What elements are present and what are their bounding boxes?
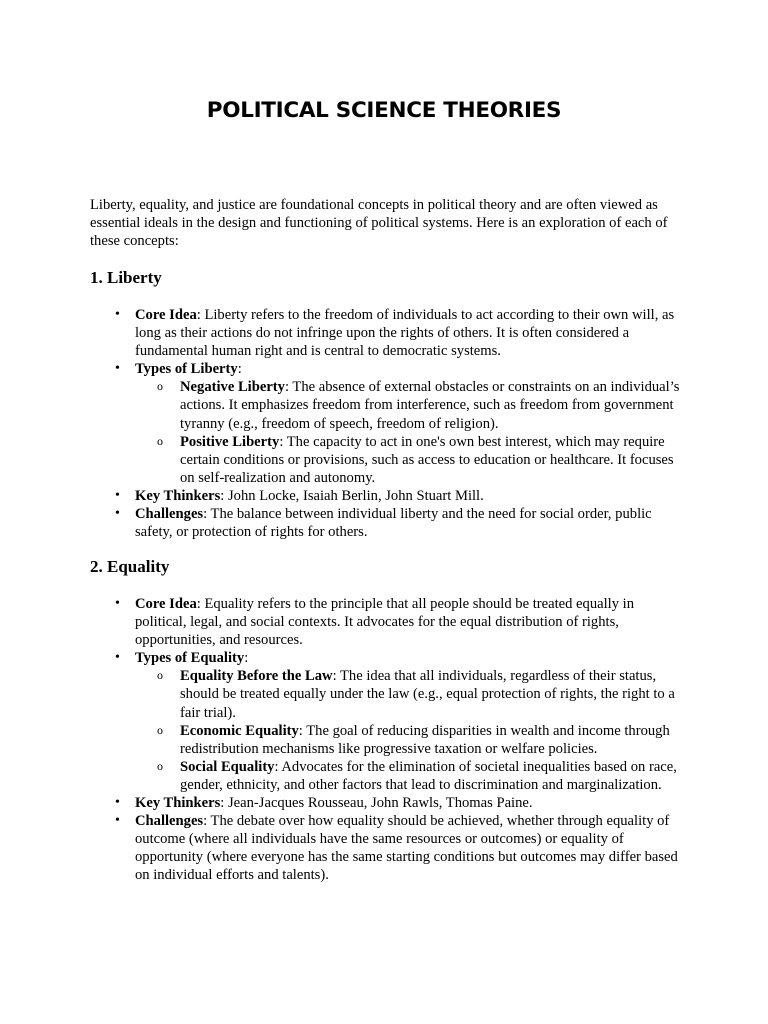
- list-item-challenges: [115, 505, 680, 541]
- bullet-icon: •: [115, 307, 120, 322]
- bullet-icon: •: [115, 596, 120, 611]
- item-text: : The capacity to act in one's own best interest, which may require certain conditions or provisions, such as access to education or healthcare. It focuses on self-realization and autonomy.: [180, 433, 674, 486]
- sublist-item: [157, 722, 680, 758]
- list-item-key-thinkers: [115, 487, 680, 505]
- bullet-icon: •: [115, 361, 120, 377]
- list-item-types: [115, 649, 680, 794]
- list-item-challenges: [115, 812, 680, 884]
- bullet-icon: •: [115, 650, 120, 666]
- equality-types-sublist: [135, 667, 680, 794]
- item-text: : Equality refers to the principle that all people should be treated equally in political, legal, and social contexts. It advocates for the equal distribution of rights, opportunities, and resources.: [135, 596, 635, 649]
- item-label: Social Equality: [180, 758, 275, 775]
- item-label: Positive Liberty: [180, 433, 280, 450]
- intro-paragraph: Liberty, equality, and justice are foundational concepts in political theory and are often viewed as essential ideals in the design and functioning of political systems. Here is an exploration of each of these concepts:: [90, 197, 668, 250]
- sublist-item: [157, 667, 680, 721]
- item-label: Economic Equality: [180, 722, 299, 739]
- item-label: Types of Equality: [135, 650, 245, 667]
- liberty-list: [115, 306, 680, 541]
- sublist-item: [157, 758, 680, 794]
- list-item-key-thinkers: [115, 794, 680, 812]
- liberty-types-sublist: [135, 378, 680, 487]
- item-label: Core Idea: [135, 596, 197, 612]
- bullet-icon: •: [115, 506, 120, 522]
- circle-bullet-icon: o: [157, 722, 163, 737]
- item-text: : The goal of reducing disparities in wealth and income through redistribution mechanisms like progressive taxation or welfare policies.: [180, 722, 670, 757]
- bullet-icon: •: [115, 813, 120, 829]
- item-text: : Liberty refers to the freedom of individuals to act according to their own will, as long as their actions do not infringe upon the rights of others. It is often considered a fundamental human right and is central to democratic systems.: [135, 307, 675, 360]
- list-item-core-idea: [115, 595, 680, 649]
- item-text: : Jean-Jacques Rousseau, John Rawls, Thomas Paine.: [220, 795, 533, 812]
- list-item-types: [115, 360, 680, 487]
- circle-bullet-icon: o: [157, 668, 163, 683]
- bullet-icon: •: [115, 795, 120, 811]
- item-label: Core Idea: [135, 307, 197, 323]
- circle-bullet-icon: o: [157, 379, 163, 394]
- item-text: :: [244, 650, 249, 667]
- item-text: : The absence of external obstacles or constraints on an individual’s actions. It emphasizes freedom from interference, such as freedom from government tyranny (e.g., freedom of speech, freedom of religion).: [180, 379, 680, 432]
- equality-list: [115, 595, 680, 885]
- circle-bullet-icon: o: [157, 433, 163, 448]
- section-heading-liberty: 1. Liberty: [90, 268, 162, 287]
- item-label: Key Thinkers: [135, 795, 221, 812]
- item-text: : The balance between individual liberty and the need for social order, public safety, or protection of rights for others.: [135, 506, 652, 541]
- item-label: Negative Liberty: [180, 379, 285, 396]
- section-heading-equality: 2. Equality: [90, 557, 170, 576]
- item-text: : The idea that all individuals, regardless of their status, should be treated equally under the law (e.g., equal protection of rights, the right to a fair trial).: [180, 668, 675, 721]
- page-title: POLITICAL SCIENCE THEORIES: [206, 98, 562, 123]
- sublist-item: [157, 378, 680, 432]
- item-label: Challenges: [135, 506, 204, 523]
- item-text: : John Locke, Isaiah Berlin, John Stuart Mill.: [220, 487, 484, 504]
- item-label: Types of Liberty: [135, 361, 238, 378]
- list-item-core-idea: [115, 306, 680, 360]
- bullet-icon: •: [115, 487, 120, 503]
- item-label: Equality Before the Law: [180, 668, 333, 685]
- sublist-item: [157, 433, 680, 487]
- item-text: : The debate over how equality should be achieved, whether through equality of outcome (where all individuals have the same resources or outcomes) or equality of opportunity (where everyone has the same starting conditions but outcomes may differ based on individual efforts and talents).: [135, 813, 678, 884]
- item-text: :: [237, 361, 242, 378]
- item-text: : Advocates for the elimination of societal inequalities based on race, gender, ethnicity, and other factors that lead to discrimination and marginalization.: [180, 758, 677, 793]
- circle-bullet-icon: o: [157, 758, 163, 773]
- item-label: Challenges: [135, 813, 204, 830]
- item-label: Key Thinkers: [135, 487, 221, 504]
